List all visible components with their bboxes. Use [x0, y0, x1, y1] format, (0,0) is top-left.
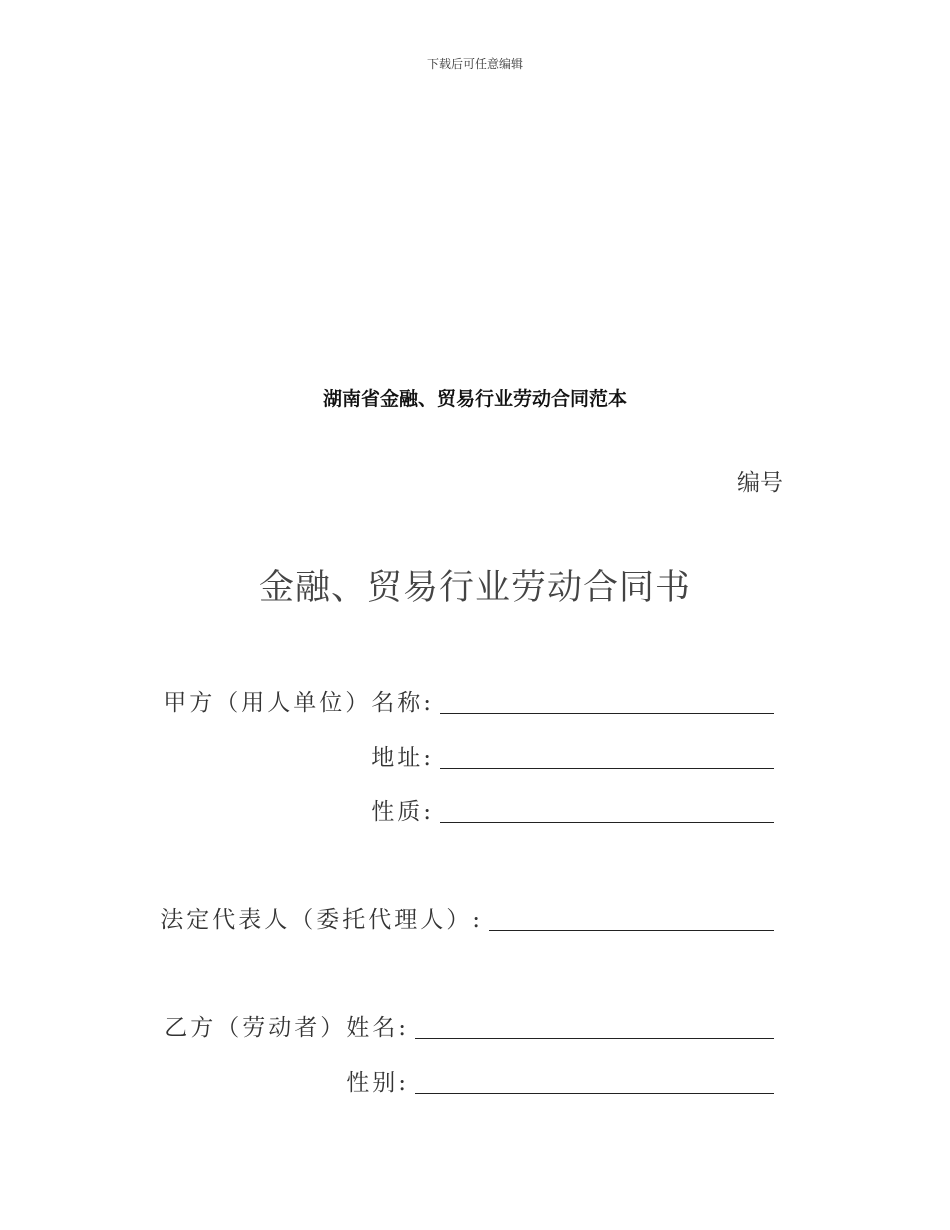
header-note: 下载后可任意编辑	[426, 57, 523, 71]
party-a-name-blank[interactable]	[440, 713, 774, 714]
party-a-address-row	[371, 739, 774, 773]
party-b-gender-blank[interactable]	[415, 1093, 774, 1094]
legal-rep-row	[160, 901, 774, 935]
legal-rep-label: 法定代表人（委托代理人）:	[160, 907, 483, 933]
party-a-name-label: 甲方（用人单位）名称:	[163, 690, 434, 716]
party-a-nature-blank[interactable]	[440, 822, 774, 823]
number-label: 编号	[737, 470, 783, 496]
contract-title: 金融、贸易行业劳动合同书	[258, 568, 691, 608]
party-a-nature-row	[371, 793, 774, 827]
party-a-address-label: 地址:	[371, 745, 434, 771]
party-a-name-row	[163, 684, 774, 718]
party-b-name-row	[164, 1009, 774, 1043]
party-a-nature-label: 性质:	[371, 799, 434, 825]
party-b-gender-row	[346, 1064, 774, 1098]
party-b-gender-label: 性别:	[346, 1070, 409, 1096]
legal-rep-blank[interactable]	[489, 930, 774, 931]
party-a-address-blank[interactable]	[440, 768, 774, 769]
party-b-name-label: 乙方（劳动者）姓名:	[164, 1015, 409, 1041]
party-b-name-blank[interactable]	[415, 1038, 774, 1039]
document-title: 湖南省金融、贸易行业劳动合同范本	[322, 388, 627, 410]
